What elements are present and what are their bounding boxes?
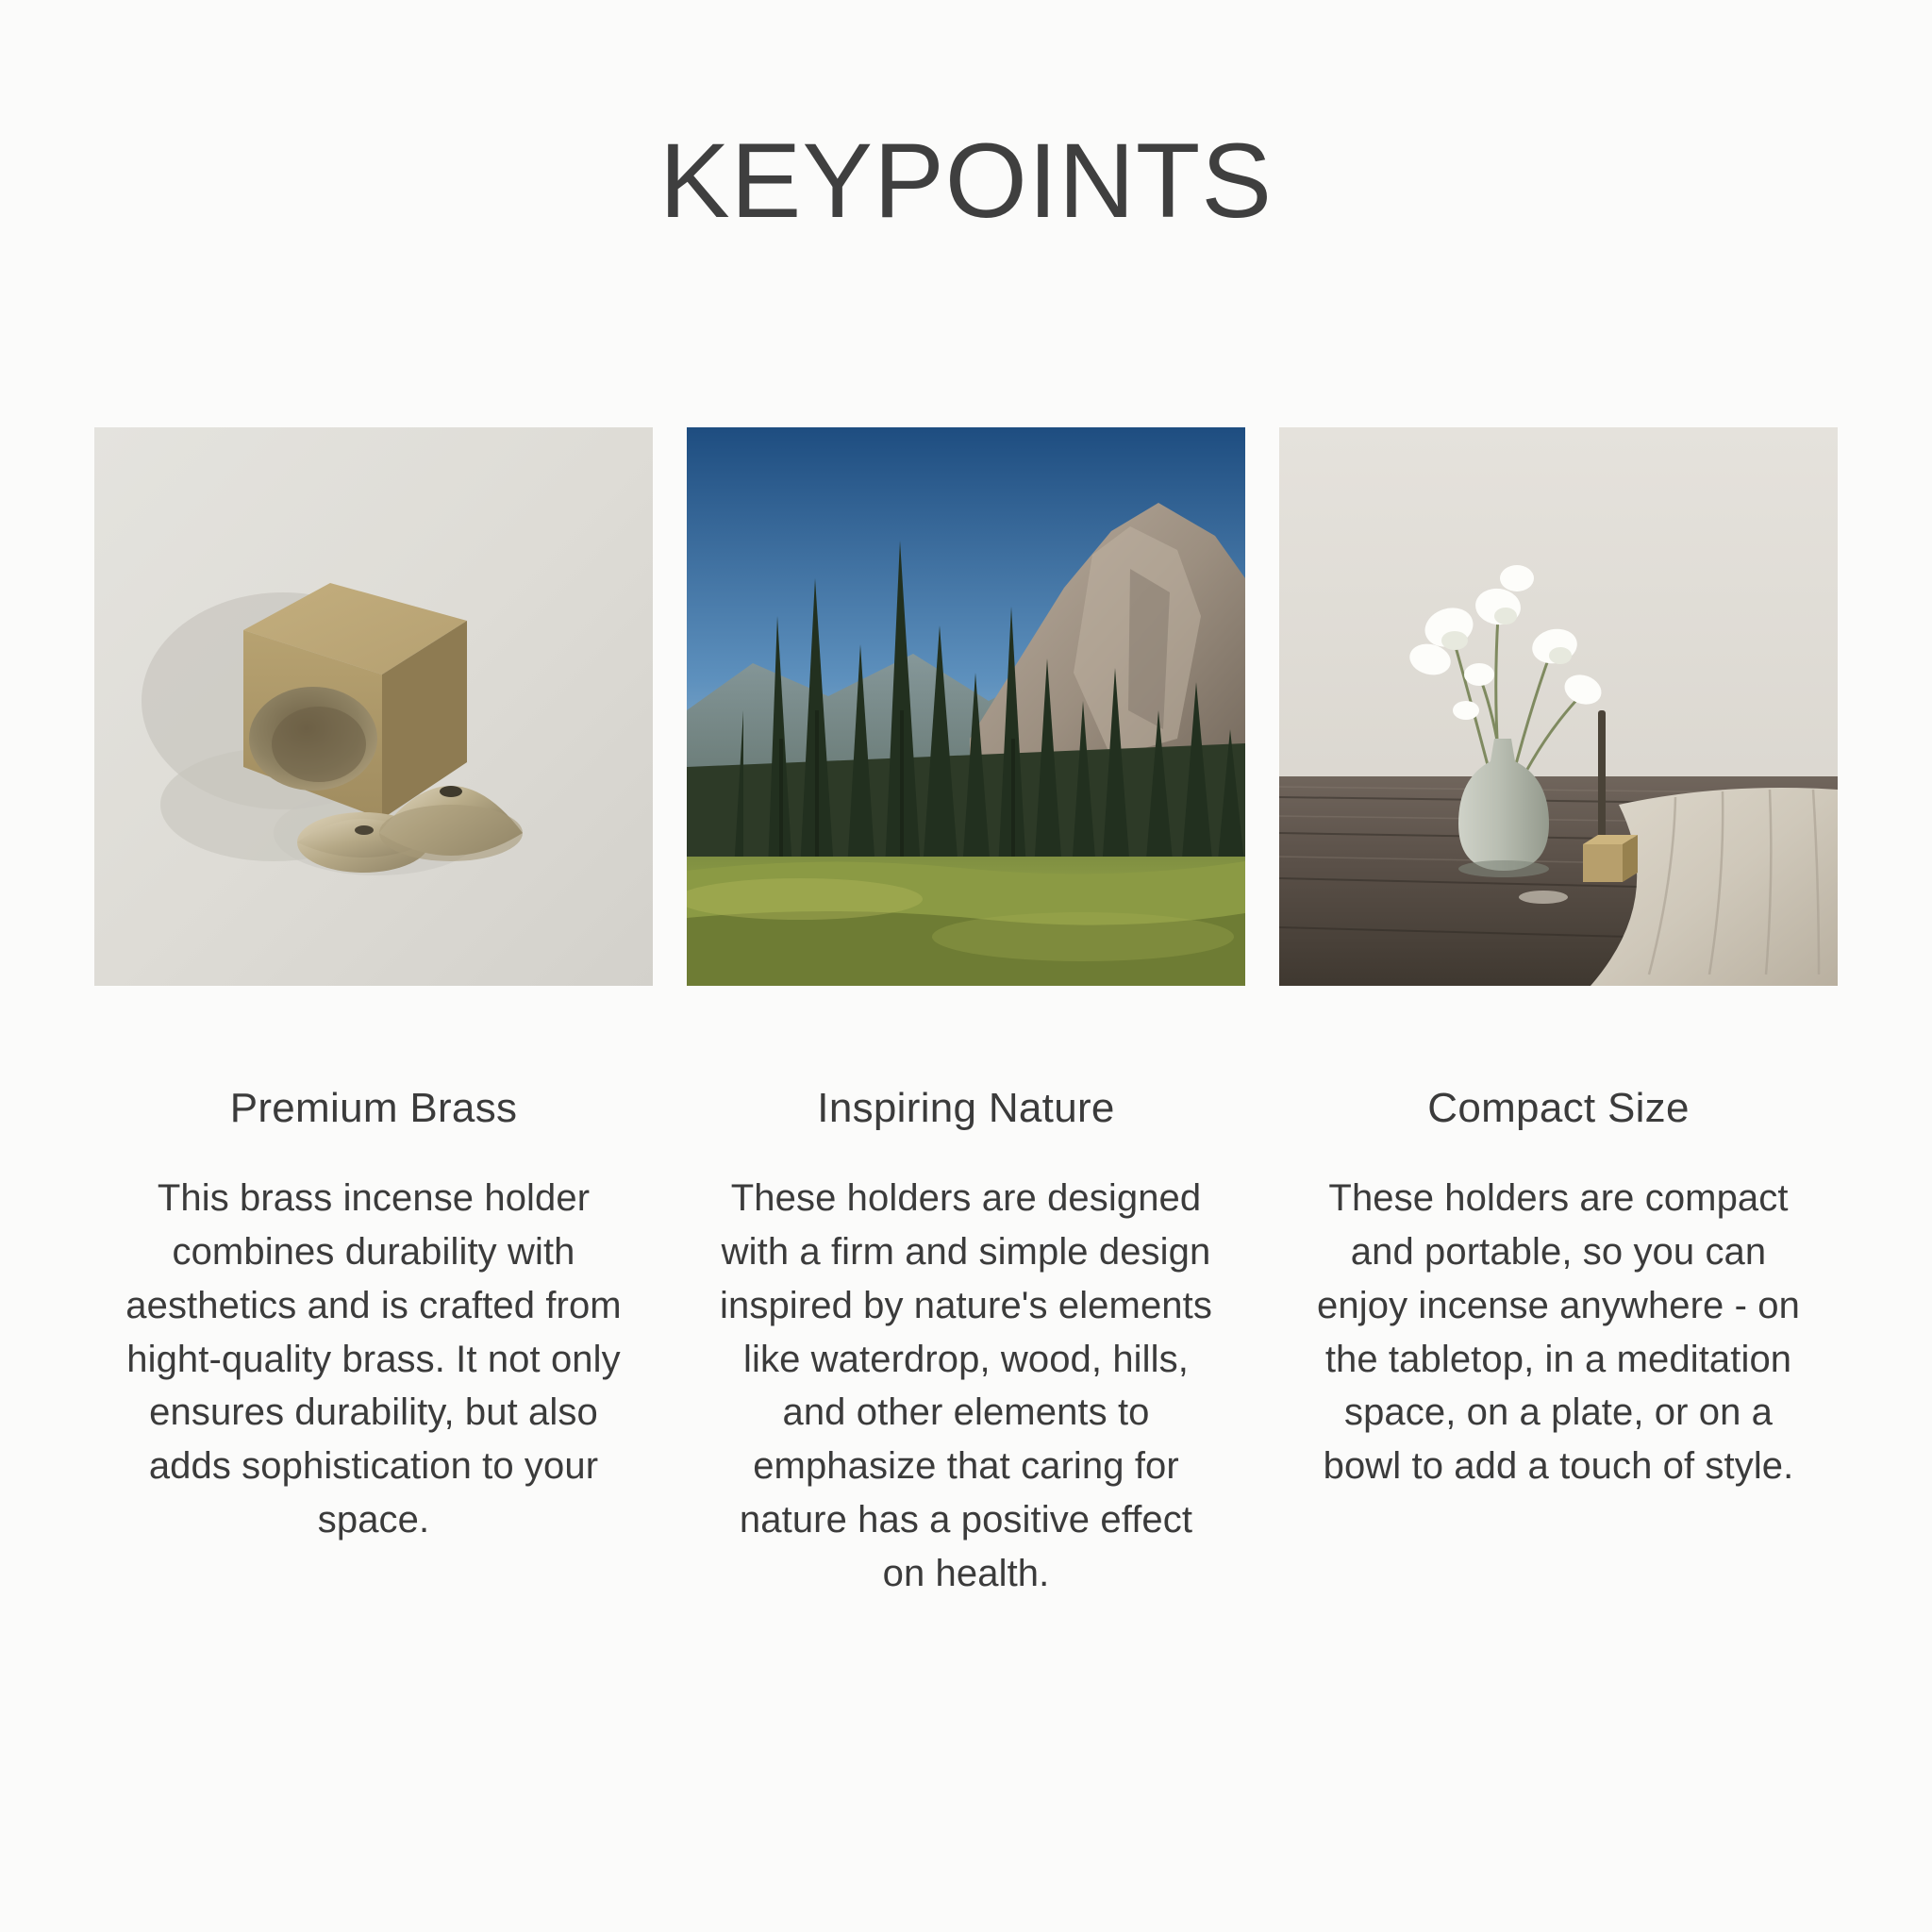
- styled-tabletop-photo: [1279, 427, 1838, 986]
- card-title: Inspiring Nature: [817, 1085, 1115, 1132]
- brass-incense-holder-photo: [94, 427, 653, 986]
- card-title: Compact Size: [1427, 1085, 1690, 1132]
- card-title: Premium Brass: [229, 1085, 518, 1132]
- page-title: KEYPOINTS: [658, 122, 1274, 240]
- keypoint-card-premium-brass: [94, 427, 653, 1547]
- keypoints-card-list: [0, 427, 1932, 1600]
- card-body: These holders are compact and portable, so you can enjoy incense anywhere - on the tabletop, in a meditation space, on a plate, or on a bowl to add a touch of style.: [1317, 1177, 1800, 1488]
- keypoint-card-compact-size: [1279, 427, 1838, 1493]
- card-body: This brass incense holder combines durability with aesthetics and is crafted from hight-quality brass. It not only ensures durability, but also adds sophistication to your space.: [125, 1177, 622, 1541]
- nature-landscape-photo: [687, 427, 1245, 986]
- card-body: These holders are designed with a firm and simple design inspired by nature's elements like waterdrop, wood, hills, and other elements to emphasize that caring for nature has a positive effect on health.: [720, 1177, 1212, 1594]
- keypoint-card-inspiring-nature: [687, 427, 1245, 1600]
